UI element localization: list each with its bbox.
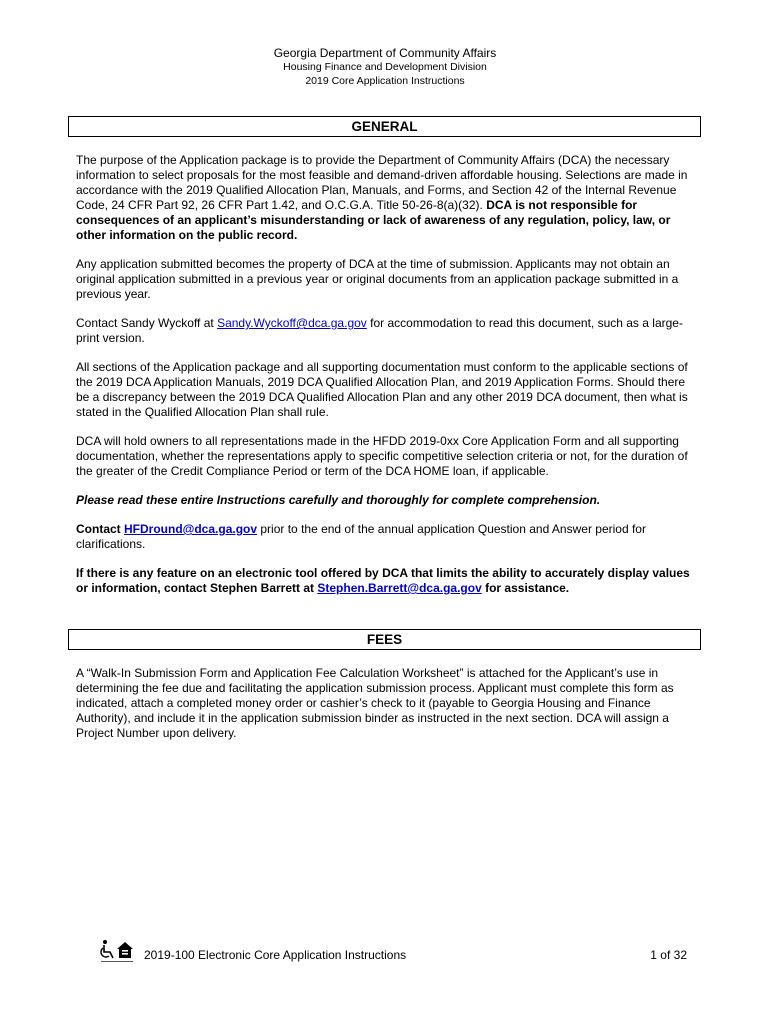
hfdround-email-link[interactable]: HFDround@dca.ga.gov [124, 522, 258, 536]
org-name: Georgia Department of Community Affairs [273, 46, 497, 60]
accessibility-equal-housing-icon [98, 938, 138, 966]
sandy-wyckoff-email-link[interactable]: Sandy.Wyckoff@dca.ga.gov [217, 316, 367, 330]
general-paragraph-8: If there is any feature on an electronic tool offered by DCA that limits the ability to accurately display values or information, contact Stephen Barrett at Stephen.Barrett@dca.ga.gov for assistance. [76, 566, 690, 595]
fees-section [76, 666, 696, 755]
general-paragraph-3: Contact Sandy Wyckoff at Sandy.Wyckoff@dca.ga.gov for accommodation to read this document, such as a large-print version. [76, 316, 683, 345]
general-paragraph-1: The purpose of the Application package is to provide the Department of Community Affairs (DCA) the necessary information to select proposals for the most feasible and demand-driven affordable housing. Selections are made in accordance with the 2019 Qualified Allocation Plan, Manuals, and Forms, and Section 42 of the Internal Revenue Code, 24 CFR Part 92, 26 CFR Part 1.42, and O.C.G.A. Title 50-26-8(a)(32). DCA is not responsible for consequences of an applicant’s misunderstanding or lack of awareness of any regulation, policy, law, or other information on the public record. [76, 153, 688, 242]
general-section [76, 153, 696, 610]
page-number: 1 of 32 [650, 948, 687, 962]
general-paragraph-7: Contact HFDround@dca.ga.gov prior to the end of the annual application Question and Answer period for clarifications. [76, 522, 646, 551]
disclaimer-bold: DCA is not responsible for consequences of an applicant’s misunderstanding or lack of awareness of any regulation, policy, law, or other information on the public record. [76, 198, 671, 242]
division-name: Housing Finance and Development Division [283, 61, 487, 73]
fees-paragraph-1: A “Walk-In Submission Form and Application Fee Calculation Worksheet” is attached for the Applicant’s use in determining the fee due and facilitating the application submission process. Applicant must complete this form as indicated, attach a completed money order or cashier’s check to it (payable to Georgia Housing and Finance Authority), and include it in the application submission binder as instructed in the next section. DCA will assign a Project Number upon delivery. [76, 666, 674, 740]
general-paragraph-2: Any application submitted becomes the property of DCA at the time of submission. Applicants may not obtain an original application submitted in a previous year or original documents from an application package submitted in a previous year. [76, 257, 679, 301]
general-paragraph-4: All sections of the Application package and all supporting documentation must conform to the applicable sections of the 2019 DCA Application Manuals, 2019 DCA Qualified Allocation Plan, and 2019 Application Forms. Should there be a discrepancy between the 2019 DCA Qualified Allocation Plan and any other 2019 DCA document, then what is stated in the Qualified Allocation Plan shall rule. [76, 360, 688, 419]
stephen-barrett-email-link[interactable]: Stephen.Barrett@dca.ga.gov [317, 581, 482, 595]
general-paragraph-6: Please read these entire Instructions carefully and thoroughly for complete comprehension. [76, 493, 601, 507]
general-heading: GENERAL [68, 116, 701, 137]
fees-heading: FEES [68, 629, 701, 650]
footer-document-name: 2019-100 Electronic Core Application Instructions [144, 948, 407, 962]
document-header [0, 46, 770, 88]
general-paragraph-5: DCA will hold owners to all representations made in the HFDD 2019-0xx Core Application Form and all supporting documentation, whether the representations apply to specific competitive selection criteria or not, for the duration of the greater of the Credit Compliance Period or term of the DCA HOME loan, if applicable. [76, 434, 688, 478]
document-footer [98, 938, 698, 968]
document-title: 2019 Core Application Instructions [305, 75, 465, 87]
